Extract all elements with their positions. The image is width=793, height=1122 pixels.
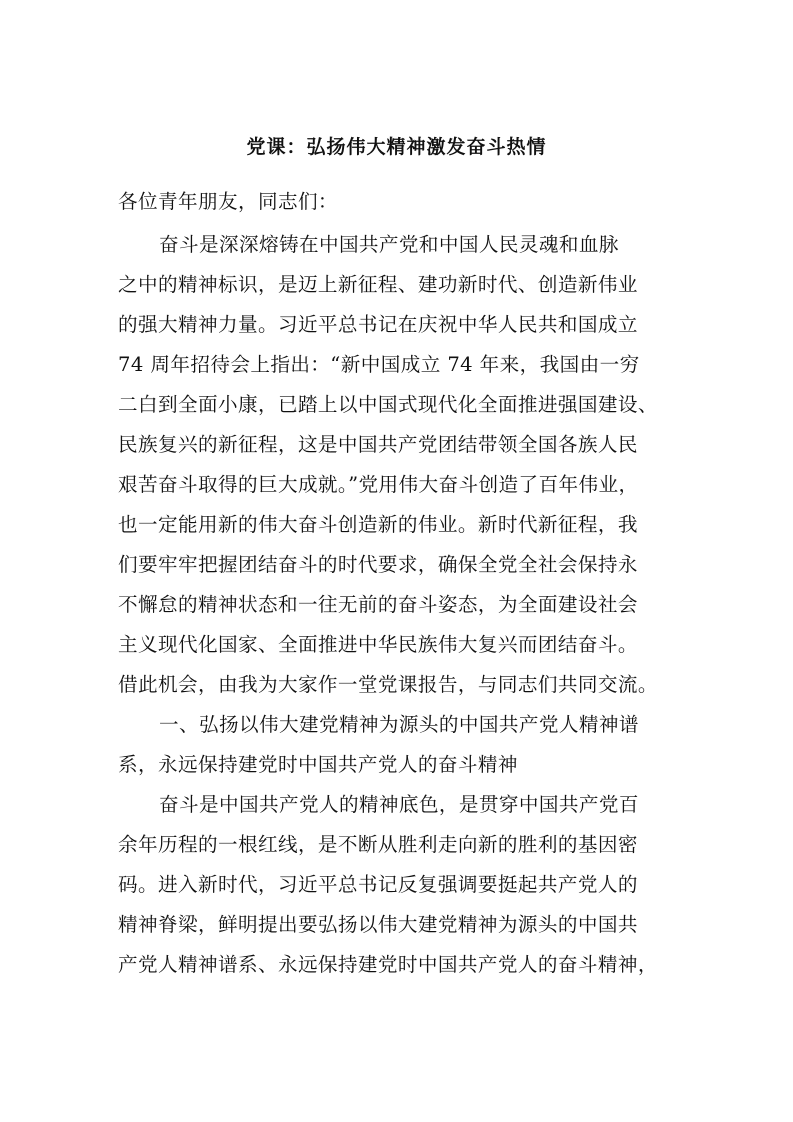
paragraph-line: 余年历程的一根红线，是不断从胜利走向新的胜利的基因密 [118,833,638,856]
salutation: 各位青年朋友，同志们： [118,190,338,213]
section-heading-line: 系，永远保持建党时中国共产党人的奋斗精神 [118,753,518,776]
paragraph-line: 也一定能用新的伟大奋斗创造新的伟业。新时代新征程，我 [118,513,638,536]
paragraph-line: 的强大精神力量。习近平总书记在庆祝中华人民共和国成立 [118,313,638,336]
paragraph-line: 借此机会，由我为大家作一堂党课报告，与同志们共同交流。 [118,673,658,696]
paragraph-line: 们要牢牢把握团结奋斗的时代要求，确保全党全社会保持永 [118,553,638,576]
section-heading-line: 一、弘扬以伟大建党精神为源头的中国共产党人精神谱 [159,713,639,736]
paragraph-line: 74 周年招待会上指出：“新中国成立 74 年来，我国由一穷 [118,353,640,376]
paragraph-line: 奋斗是中国共产党人的精神底色，是贯穿中国共产党百 [159,793,639,816]
paragraph-line: 主义现代化国家、全面推进中华民族伟大复兴而团结奋斗。 [118,633,638,656]
paragraph-line: 码。进入新时代，习近平总书记反复强调要挺起共产党人的 [118,873,638,896]
paragraph-line: 之中的精神标识，是迈上新征程、建功新时代、创造新伟业 [118,273,638,296]
document-title: 党课：弘扬伟大精神激发奋斗热情 [246,136,547,158]
paragraph-line: 民族复兴的新征程，这是中国共产党团结带领全国各族人民 [118,433,638,456]
paragraph-line: 产党人精神谱系、永远保持建党时中国共产党人的奋斗精神， [118,953,658,976]
paragraph-line: 艰苦奋斗取得的巨大成就。”党用伟大奋斗创造了百年伟业， [118,473,639,496]
paragraph-line: 精神脊梁，鲜明提出要弘扬以伟大建党精神为源头的中国共 [118,913,638,936]
paragraph-line: 奋斗是深深熔铸在中国共产党和中国人民灵魂和血脉 [159,233,619,256]
paragraph-line: 不懈怠的精神状态和一往无前的奋斗姿态，为全面建设社会 [118,593,638,616]
paragraph-line: 二白到全面小康，已踏上以中国式现代化全面推进强国建设、 [118,393,658,416]
